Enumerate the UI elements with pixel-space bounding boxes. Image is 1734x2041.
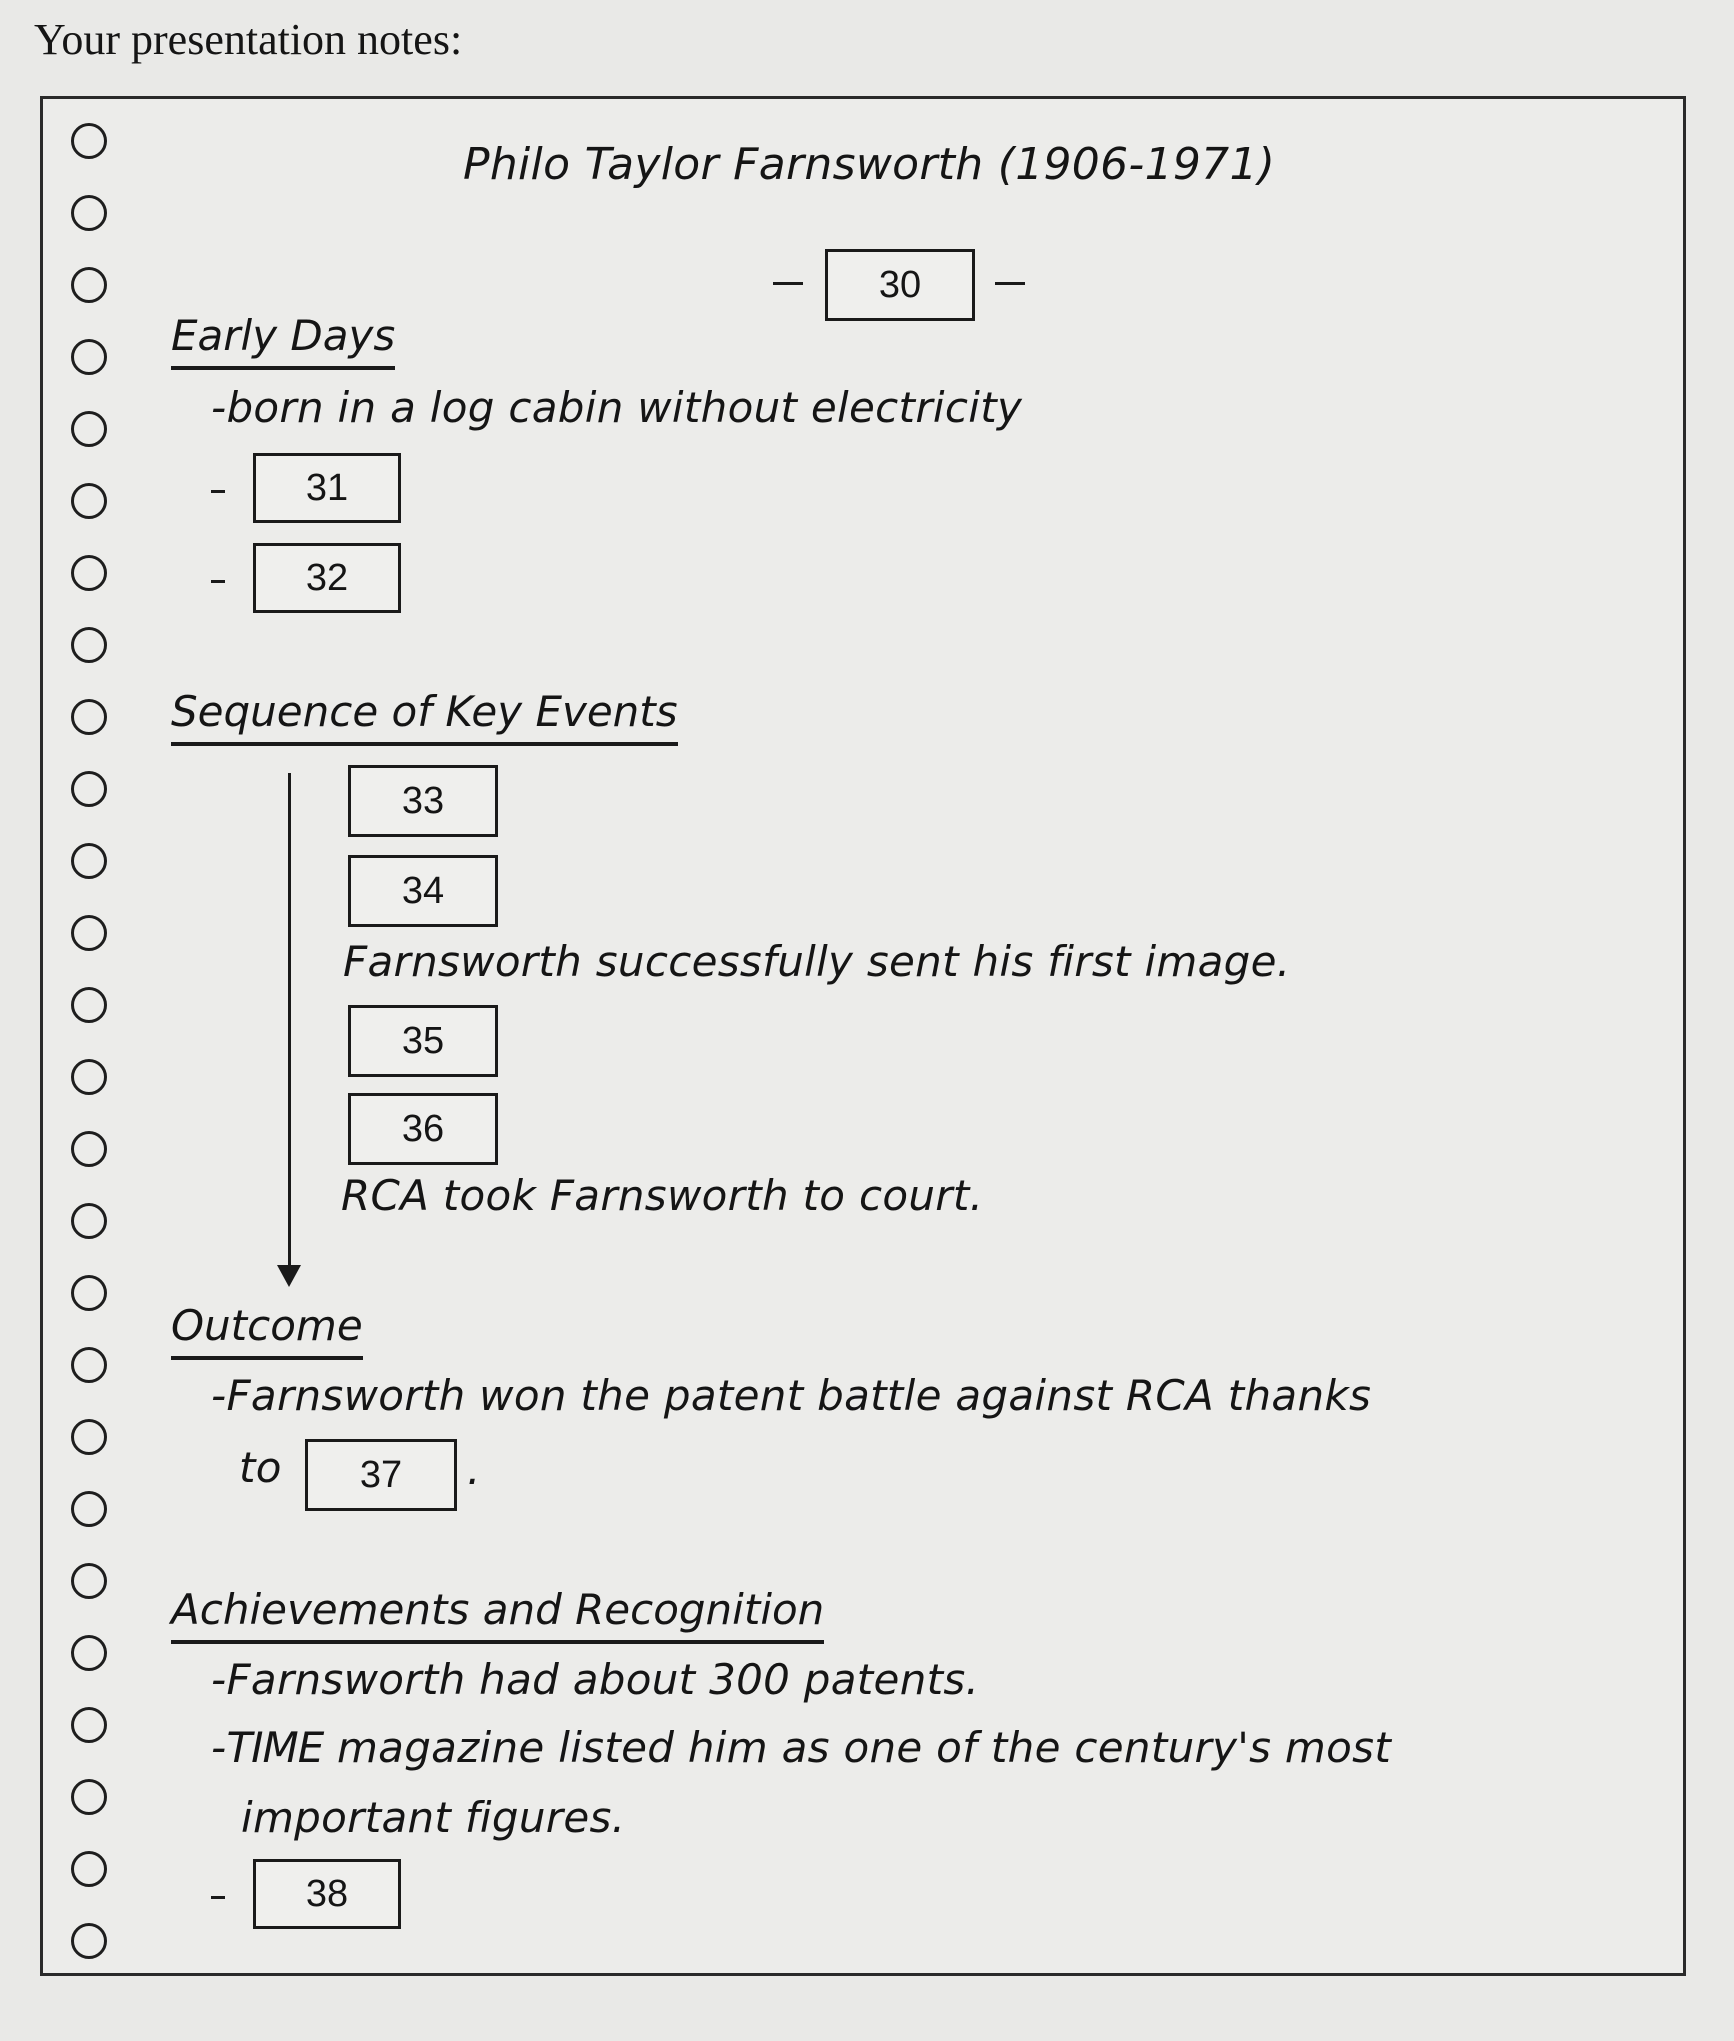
outcome-line-2-prefix: to: [239, 1443, 282, 1492]
binder-ring-icon: [71, 843, 107, 879]
dash-left: [773, 282, 803, 285]
achievements-line-2-dash: -: [211, 1723, 227, 1772]
binder-ring-icon: [71, 771, 107, 807]
binder-ring-icon: [71, 1707, 107, 1743]
dash-right: [995, 282, 1025, 285]
binder-ring-icon: [71, 1923, 107, 1959]
page-title: Philo Taylor Farnsworth (1906-1971): [463, 139, 1276, 190]
binder-ring-icon: [71, 195, 107, 231]
binder-ring-icon: [71, 1563, 107, 1599]
binder-ring-icon: [71, 1491, 107, 1527]
binder-ring-icon: [71, 267, 107, 303]
timeline-arrow-line: [288, 773, 291, 1273]
timeline-arrow-head: [277, 1265, 301, 1287]
early-days-line-1: -born in a log cabin without electricity: [211, 383, 1023, 432]
achievements-line-1: -Farnsworth had about 300 patents.: [211, 1655, 980, 1704]
binder-ring-icon: [71, 1851, 107, 1887]
outcome-line-2-period: .: [467, 1445, 481, 1494]
binder-ring-icon: [71, 1275, 107, 1311]
notes-page: [40, 96, 1686, 1976]
binder-ring-icon: [71, 339, 107, 375]
heading-outcome: Outcome: [171, 1301, 363, 1360]
binder-ring-icon: [71, 1131, 107, 1167]
answer-box-37[interactable]: 37: [305, 1439, 457, 1511]
binder-ring-icon: [71, 987, 107, 1023]
heading-early-days: Early Days: [171, 311, 395, 370]
answer-box-36[interactable]: 36: [348, 1093, 498, 1165]
binder-ring-icon: [71, 915, 107, 951]
achievements-line-3: important figures.: [241, 1793, 626, 1842]
answer-box-32[interactable]: 32: [253, 543, 401, 613]
binder-ring-icon: [71, 1419, 107, 1455]
answer-box-31[interactable]: 31: [253, 453, 401, 523]
answer-box-38[interactable]: 38: [253, 1859, 401, 1929]
binder-ring-icon: [71, 483, 107, 519]
dash-31: [211, 490, 225, 493]
binder-ring-icon: [71, 699, 107, 735]
binder-ring-icon: [71, 1059, 107, 1095]
event-court: RCA took Farnsworth to court.: [341, 1171, 984, 1220]
binder-ring-icon: [71, 555, 107, 591]
binder-ring-icon: [71, 1203, 107, 1239]
event-first-image: Farnsworth successfully sent his first image.: [343, 937, 1291, 986]
time-magazine-title: TIME: [226, 1723, 324, 1772]
heading-achievements: Achievements and Recognition: [171, 1585, 824, 1644]
answer-box-34[interactable]: 34: [348, 855, 498, 927]
intro-text: Your presentation notes:: [34, 15, 463, 64]
binder-ring-icon: [71, 1635, 107, 1671]
binder-ring-icon: [71, 1347, 107, 1383]
binder-ring-icon: [71, 123, 107, 159]
heading-sequence: Sequence of Key Events: [171, 687, 678, 746]
achievements-line-2-rest: magazine listed him as one of the century's most: [323, 1723, 1392, 1772]
dash-38: [211, 1896, 225, 1899]
outcome-line-1: -Farnsworth won the patent battle against RCA thanks: [211, 1371, 1372, 1420]
binder-ring-icon: [71, 1779, 107, 1815]
binder-ring-icon: [71, 411, 107, 447]
answer-box-33[interactable]: 33: [348, 765, 498, 837]
achievements-line-2: [211, 1723, 1391, 1772]
binder-ring-icon: [71, 627, 107, 663]
answer-box-35[interactable]: 35: [348, 1005, 498, 1077]
answer-box-30[interactable]: 30: [825, 249, 975, 321]
dash-32: [211, 580, 225, 583]
